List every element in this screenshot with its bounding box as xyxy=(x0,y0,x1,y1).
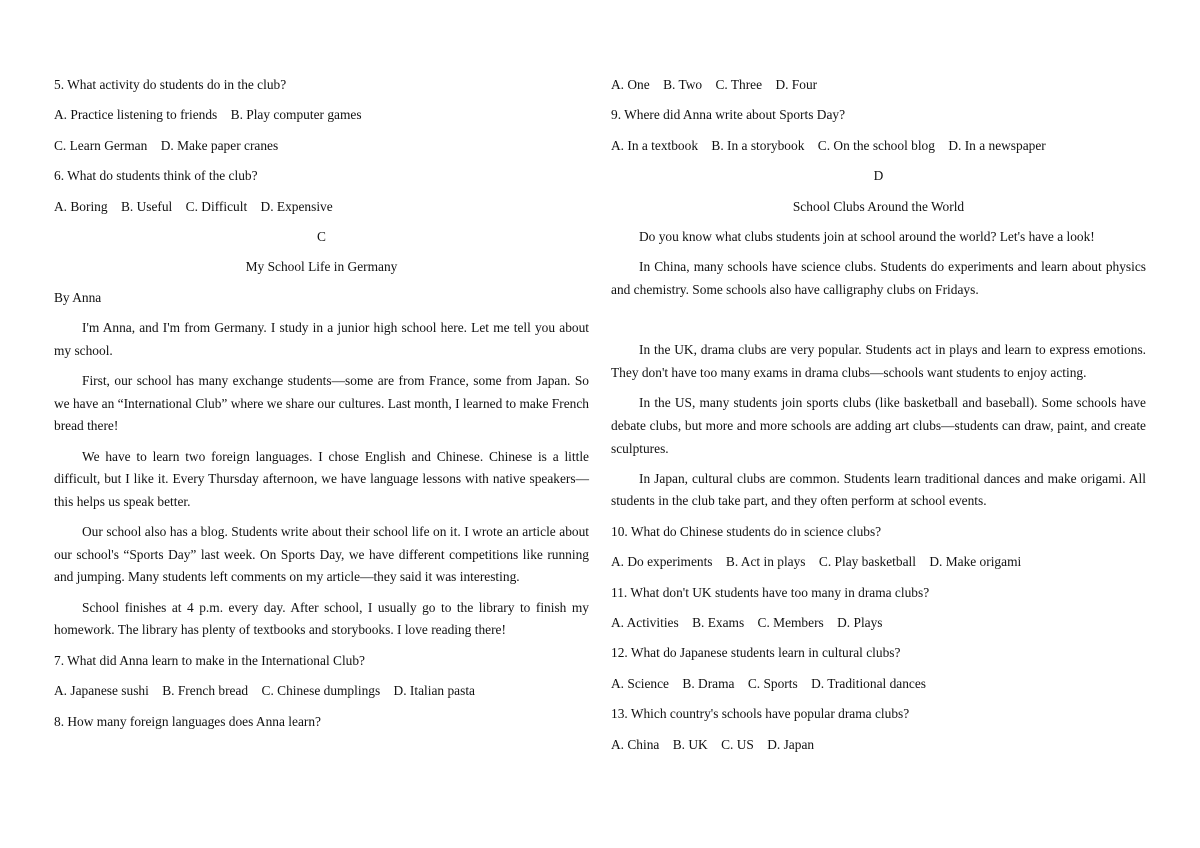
section-c-letter: C xyxy=(317,228,326,244)
question-6: 6. What do students think of the club? xyxy=(54,168,258,184)
question-8-options: A. One B. Two C. Three D. Four xyxy=(611,77,818,92)
question-7: 7. What did Anna learn to make in the International Club? xyxy=(54,652,365,668)
section-d-paragraph: In the UK, drama clubs are very popular. Students act in plays and learn to express emotions. They don't have too many exams in drama clubs—schools want students to enjoy acting. xyxy=(611,342,1146,380)
question-8: 8. How many foreign languages does Anna learn? xyxy=(54,713,321,729)
section-d-paragraph: Do you know what clubs students join at school around the world? Let's have a look! xyxy=(639,228,1095,244)
section-c-title: My School Life in Germany xyxy=(245,259,398,275)
question-7-options: A. Japanese sushi B. French bread C. Chinese dumplings D. Italian pasta xyxy=(54,683,475,699)
question-10-options: A. Do experiments B. Act in plays C. Play basketball D. Make origami xyxy=(611,554,1022,570)
section-d-title: School Clubs Around the World xyxy=(792,198,965,214)
left-column xyxy=(54,74,589,741)
question-5-options-2: C. Learn German D. Make paper cranes xyxy=(54,137,279,153)
section-c-paragraph: I'm Anna, and I'm from Germany. I study in a junior high school here. Let me tell you about my school. xyxy=(54,320,589,358)
question-13: 13. Which country's schools have popular drama clubs? xyxy=(611,706,910,722)
question-12: 12. What do Japanese students learn in cultural clubs? xyxy=(611,645,901,661)
section-d-paragraph: In China, many schools have science clubs. Students do experiments and learn about physics and chemistry. Some schools also have calligraphy clubs on Fridays. xyxy=(611,259,1146,297)
section-d-letter: D xyxy=(873,168,884,184)
section-c-paragraph: First, our school has many exchange students—some are from France, some from Japan. So we have an “International Club” where we share our cultures. Last month, I learned to make French bread there! xyxy=(54,373,589,434)
question-9-options: A. In a textbook B. In a storybook C. On the school blog D. In a newspaper xyxy=(611,137,1046,153)
question-9: 9. Where did Anna write about Sports Day? xyxy=(611,107,846,123)
section-c-byline: By Anna xyxy=(54,289,102,305)
section-c-paragraph: School finishes at 4 p.m. every day. After school, I usually go to the library to finish my homework. The library has plenty of textbooks and storybooks. I love reading there! xyxy=(54,599,589,638)
question-13-options: A. China B. UK C. US D. Japan xyxy=(611,736,815,752)
section-c-paragraph: We have to learn two foreign languages. I chose English and Chinese. Chinese is a little difficult, but I like it. Every Thursday afternoon, we have language lessons with native speakers—this helps us speak better. xyxy=(54,448,589,509)
question-11: 11. What don't UK students have too many in drama clubs? xyxy=(611,584,930,600)
section-d-paragraph: In Japan, cultural clubs are common. Students learn traditional dances and make origami. All students in the club take part, and they often perform at school events. xyxy=(611,470,1146,509)
section-c-paragraph: Our school also has a blog. Students write about their school life on it. I wrote an article about our school's “Sports Day” last week. On Sports Day, we have different competitions like running and jumping. Many students left comments on my article—they said it was interesting. xyxy=(54,524,589,585)
question-11-options: A. Activities B. Exams C. Members D. Plays xyxy=(611,615,883,631)
question-6-options: A. Boring B. Useful C. Difficult D. Expensive xyxy=(54,198,333,214)
question-5-options-1: A. Practice listening to friends B. Play computer games xyxy=(54,107,362,123)
question-12-options: A. Science B. Drama C. Sports D. Traditional dances xyxy=(611,675,927,691)
blank-space xyxy=(611,309,1146,339)
section-d-paragraph: In the US, many students join sports clubs (like basketball and baseball). Some schools have debate clubs, but more and more schools are adding art clubs—students can draw, paint, and create sculptures. xyxy=(611,395,1146,456)
question-5: 5. What activity do students do in the club? xyxy=(54,77,287,92)
right-column xyxy=(611,74,1146,764)
question-10: 10. What do Chinese students do in science clubs? xyxy=(611,523,882,539)
